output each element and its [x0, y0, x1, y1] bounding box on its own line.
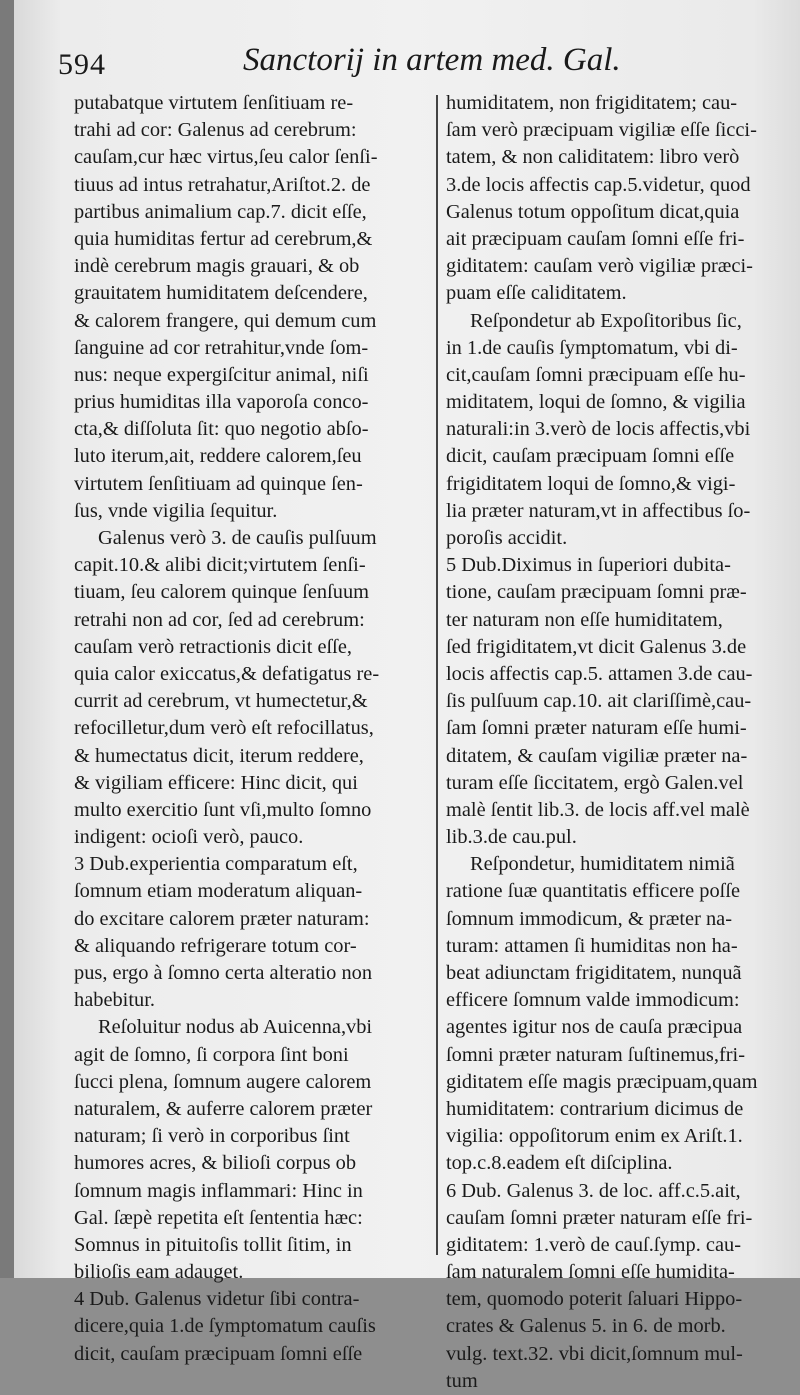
- text-line: ratione ſuæ quantitatis efficere poſſe: [446, 880, 741, 903]
- text-line: vulg. text.32. vbi dicit,ſomnum mul-: [446, 1342, 743, 1365]
- text-line: lia præter naturam,vt in affectibus ſo-: [446, 499, 751, 522]
- running-title: Sanctorij in artem med. Gal.: [243, 42, 621, 78]
- text-line: cauſam,cur hæc virtus,ſeu calor ſenſi-: [74, 146, 378, 169]
- text-line: 3 Dub.experientia comparatum eſt,: [74, 853, 358, 876]
- text-line: quia humiditas fertur ad cerebrum,&: [74, 227, 373, 250]
- text-line: tem, quomodo poterit ſaluari Hippo-: [446, 1288, 743, 1311]
- text-line: tum: [446, 1369, 478, 1392]
- text-line: lib.3.de cau.pul.: [446, 826, 577, 849]
- text-line: tione, cauſam præcipuam ſomni præ-: [446, 581, 747, 604]
- text-line: ſucci plena, ſomnum augere calorem: [74, 1070, 372, 1093]
- text-line: & aliquando refrigerare totum cor-: [74, 934, 357, 957]
- text-line: & vigiliam efficere: Hinc dicit, qui: [74, 771, 358, 794]
- text-line: retrahi non ad cor, ſed ad cerebrum:: [74, 608, 365, 631]
- text-line: ſomni præter naturam ſuſtinemus,fri-: [446, 1043, 745, 1066]
- text-line: turam: attamen ſi humiditas non ha-: [446, 934, 738, 957]
- text-line: turam eſſe ſiccitatem, ergò Galen.vel: [446, 771, 744, 794]
- text-line: ter naturam non eſſe humiditatem,: [446, 608, 723, 631]
- text-line: pus, ergo à ſomno certa alteratio non: [74, 962, 373, 984]
- text-line: humiditatem: contrarium dicimus de: [446, 1097, 744, 1120]
- book-page: [14, 0, 800, 1392]
- text-line: ſus, vnde vigilia ſequitur.: [74, 499, 278, 522]
- text-line: miditatem, loqui de ſomno, & vigilia: [446, 391, 746, 414]
- text-line: efficere ſomnum valde immodicum:: [446, 989, 740, 1012]
- text-line: ſomnum immodicum, & præter na-: [446, 907, 732, 930]
- text-line: Reſoluitur nodus ab Auicenna,vbi: [98, 1016, 373, 1039]
- text-line: dicit, cauſam præcipuam ſomni eſſe: [74, 1342, 363, 1365]
- text-line: puam eſſe caliditatem.: [446, 282, 627, 305]
- text-line: cauſam ſomni præter naturam eſſe fri-: [446, 1206, 753, 1229]
- text-line: locis affectis cap.5. attamen 3.de cau-: [446, 662, 753, 685]
- text-line: Reſpondetur ab Expoſitoribus ſic,: [470, 309, 742, 332]
- text-line: agit de ſomno, ſi corpora ſint boni: [74, 1043, 349, 1066]
- text-line: habebitur.: [74, 989, 155, 1012]
- text-line: Galenus verò 3. de cauſis pulſuum: [98, 527, 377, 549]
- text-line: Gal. ſæpè repetita eſt ſententia hæc:: [74, 1206, 363, 1229]
- text-line: giditatem: 1.verò de cauſ.ſymp. cau-: [446, 1233, 741, 1256]
- text-line: ſis pulſuum cap.10. ait clariſſimè,cau-: [446, 690, 752, 713]
- text-line: agentes igitur nos de cauſa præcipua: [446, 1016, 743, 1039]
- scan-left-edge: [0, 0, 14, 1278]
- text-line: indigent: ocioſi verò, pauco.: [74, 826, 304, 849]
- text-line: capit.10.& alibi dicit;virtutem ſenſi-: [74, 554, 366, 577]
- text-line: refocilletur,dum verò eſt refocillatus,: [74, 717, 374, 740]
- text-line: ait præcipuam cauſam ſomni eſſe fri-: [446, 227, 745, 250]
- text-line: & humectatus dicit, iterum reddere,: [74, 744, 364, 767]
- text-line: Reſpondetur, humiditatem nimiã: [470, 853, 735, 876]
- text-line: humores acres, & bilioſi corpus ob: [74, 1152, 357, 1175]
- text-line: bilioſis eam adauget.: [74, 1261, 244, 1284]
- text-line: giditatem: cauſam verò vigiliæ præci-: [446, 255, 753, 278]
- column-divider-rule: [436, 95, 438, 1255]
- text-line: trahi ad cor: Galenus ad cerebrum:: [74, 119, 357, 142]
- text-line: Galenus totum oppoſitum dicat,quia: [446, 200, 740, 223]
- text-line: 6 Dub. Galenus 3. de loc. aff.c.5.ait,: [446, 1179, 741, 1202]
- text-line: ditatem, & cauſam vigiliæ præter na-: [446, 744, 748, 767]
- text-line: top.c.8.eadem eſt diſciplina.: [446, 1152, 673, 1175]
- text-line: grauitatem humiditatem deſcendere,: [74, 282, 368, 305]
- text-line: ſomnum etiam moderatum aliquan-: [74, 880, 363, 903]
- text-line: ſanguine ad cor retrahitur,vnde ſom-: [74, 336, 369, 359]
- text-line: 3.de locis affectis cap.5.videtur, quod: [446, 173, 751, 196]
- text-line: cit,cauſam ſomni præcipuam eſſe hu-: [446, 363, 746, 386]
- text-line: luto iterum,ait, reddere calorem,ſeu: [74, 445, 362, 468]
- text-line: Somnus in pituitoſis tollit ſitim, in: [74, 1233, 352, 1256]
- text-line: in 1.de cauſis ſymptomatum, vbi di-: [446, 336, 738, 359]
- text-line: tatem, & non caliditatem: libro verò: [446, 146, 740, 169]
- text-line: giditatem eſſe magis præcipuam,quam: [446, 1070, 758, 1093]
- text-line: vigilia: oppoſitorum enim ex Ariſt.1.: [446, 1125, 743, 1148]
- text-line: partibus animalium cap.7. dicit eſſe,: [74, 200, 367, 223]
- text-line: quia calor exiccatus,& defatigatus re-: [74, 662, 380, 685]
- text-line: poroſis accidit.: [446, 527, 568, 549]
- text-line: indè cerebrum magis grauari, & ob: [74, 255, 360, 278]
- text-line: nus: neque expergiſcitur animal, niſi: [74, 363, 369, 386]
- text-line: 5 Dub.Diximus in ſuperiori dubita-: [446, 554, 731, 577]
- text-line: do excitare calorem præter naturam:: [74, 907, 370, 930]
- running-head: [58, 40, 780, 90]
- text-line: ſam ſomni præter naturam eſſe humi-: [446, 717, 747, 740]
- text-line: naturalem, & auferre calorem præter: [74, 1097, 373, 1120]
- text-line: 4 Dub. Galenus videtur ſibi contra-: [74, 1288, 360, 1311]
- text-line: currit ad cerebrum, vt humectetur,&: [74, 690, 368, 713]
- right-text-column: [446, 90, 782, 1395]
- page-number: 594: [58, 48, 106, 81]
- text-line: cauſam verò retractionis dicit eſſe,: [74, 635, 352, 658]
- text-line: naturali:in 3.verò de locis affectis,vbi: [446, 418, 751, 441]
- text-line: & calorem frangere, qui demum cum: [74, 309, 377, 332]
- text-line: frigiditatem loqui de ſomno,& vigi-: [446, 472, 736, 495]
- text-line: dicere,quia 1.de ſymptomatum cauſis: [74, 1315, 376, 1338]
- text-line: crates & Galenus 5. in 6. de morb.: [446, 1315, 726, 1338]
- text-line: putabatque virtutem ſenſitiuam re-: [74, 92, 354, 114]
- text-line: humiditatem, non frigiditatem; cau-: [446, 92, 738, 114]
- text-line: ſam naturalem ſomni eſſe humidita-: [446, 1261, 735, 1284]
- text-line: malè ſentit lib.3. de locis aff.vel malè: [446, 798, 750, 821]
- text-line: ſam verò præcipuam vigiliæ eſſe ſicci-: [446, 119, 757, 142]
- text-line: virtutem ſenſitiuam ad quinque ſen-: [74, 472, 363, 495]
- text-line: cta,& diſſoluta ſit: quo negotio abſo-: [74, 418, 369, 441]
- text-line: tiuam, ſeu calorem quinque ſenſuum: [74, 581, 370, 604]
- text-line: multo exercitio ſunt vſi,multo ſomno: [74, 798, 372, 821]
- left-text-column: [74, 90, 419, 1368]
- text-line: beat adiunctam frigiditatem, nunquã: [446, 962, 742, 984]
- text-line: dicit, cauſam præcipuam ſomni eſſe: [446, 445, 735, 468]
- text-line: ſomnum magis inflammari: Hinc in: [74, 1179, 363, 1202]
- text-line: tiuus ad intus retrahatur,Ariſtot.2. de: [74, 173, 371, 196]
- text-line: ſed frigiditatem,vt dicit Galenus 3.de: [446, 635, 747, 658]
- text-line: naturam; ſi verò in corporibus ſint: [74, 1125, 350, 1148]
- text-line: prius humiditas illa vaporoſa conco-: [74, 391, 369, 414]
